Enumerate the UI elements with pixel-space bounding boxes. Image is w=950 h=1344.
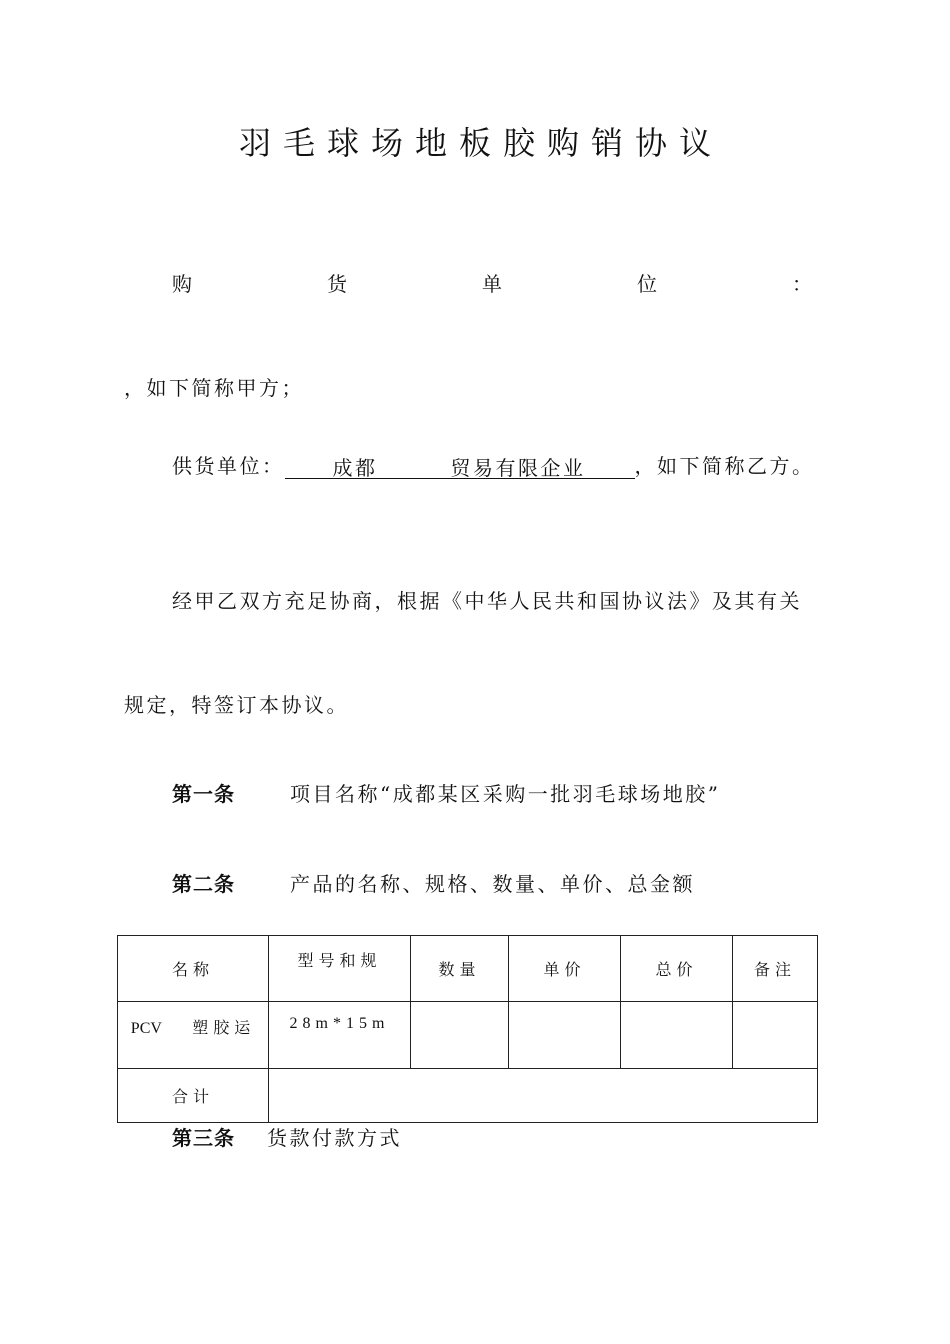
- table-row: [118, 1002, 818, 1069]
- supplier-name-part: 贸易有限企业: [450, 456, 586, 480]
- buyer-label-char: 货: [327, 272, 347, 296]
- document-title: 羽毛球场地板胶购销协议: [238, 124, 723, 162]
- item-note-cell: [733, 1002, 818, 1069]
- product-table: [117, 935, 818, 1123]
- clause-heading: 第三条: [172, 1126, 235, 1150]
- item-name-cjk: 塑胶运: [192, 1018, 256, 1037]
- buyer-alias-text: ，如下简称甲方；: [124, 376, 304, 400]
- header-cell: 名称: [118, 936, 269, 1002]
- supplier-name-part: 成都: [332, 456, 378, 480]
- header-cell: 单价: [509, 936, 621, 1002]
- item-name-latin: PCV: [130, 1020, 162, 1037]
- header-cell: 型号和规: [269, 936, 411, 1002]
- table-total-row: [118, 1069, 818, 1123]
- preamble-line-2: 规定，特签订本协议。: [124, 693, 349, 717]
- clause-1: [172, 778, 235, 807]
- supplier-label: 供货单位：: [172, 454, 285, 478]
- table-header-row: [118, 936, 818, 1002]
- clause-text: 项目名称“成都某区采购一批羽毛球场地胶”: [290, 782, 721, 806]
- clause-heading: 第一条: [172, 782, 235, 806]
- clause-text: 货款付款方式: [267, 1126, 402, 1150]
- item-name-cell: [118, 1002, 269, 1069]
- clause-3: [172, 1122, 235, 1151]
- header-cell: 总价: [621, 936, 733, 1002]
- item-total-cell: [621, 1002, 733, 1069]
- total-value-cell: [269, 1069, 818, 1123]
- buyer-label-char: ：: [792, 272, 812, 296]
- clause-heading: 第二条: [172, 872, 235, 896]
- buyer-label-line: [172, 268, 812, 297]
- buyer-label-char: 购: [172, 272, 192, 296]
- total-label-cell: 合计: [118, 1069, 269, 1123]
- item-spec-cell: 28m*15m: [269, 1002, 411, 1069]
- item-unit-price-cell: [509, 1002, 621, 1069]
- preamble-line-1: 经甲乙双方充足协商，根据《中华人民共和国协议法》及其有关: [172, 589, 802, 613]
- item-qty-cell: [411, 1002, 509, 1069]
- header-cell: 数量: [411, 936, 509, 1002]
- supplier-alias-text: ，如下简称乙方。: [634, 454, 815, 478]
- clause-text: 产品的名称、规格、数量、单价、总金额: [290, 872, 695, 896]
- clause-2: [172, 868, 235, 897]
- buyer-label-char: 单: [482, 272, 502, 296]
- header-cell: 备注: [733, 936, 818, 1002]
- supplier-name-field: [285, 452, 635, 479]
- buyer-label-char: 位: [637, 272, 657, 296]
- supplier-line: [172, 450, 815, 479]
